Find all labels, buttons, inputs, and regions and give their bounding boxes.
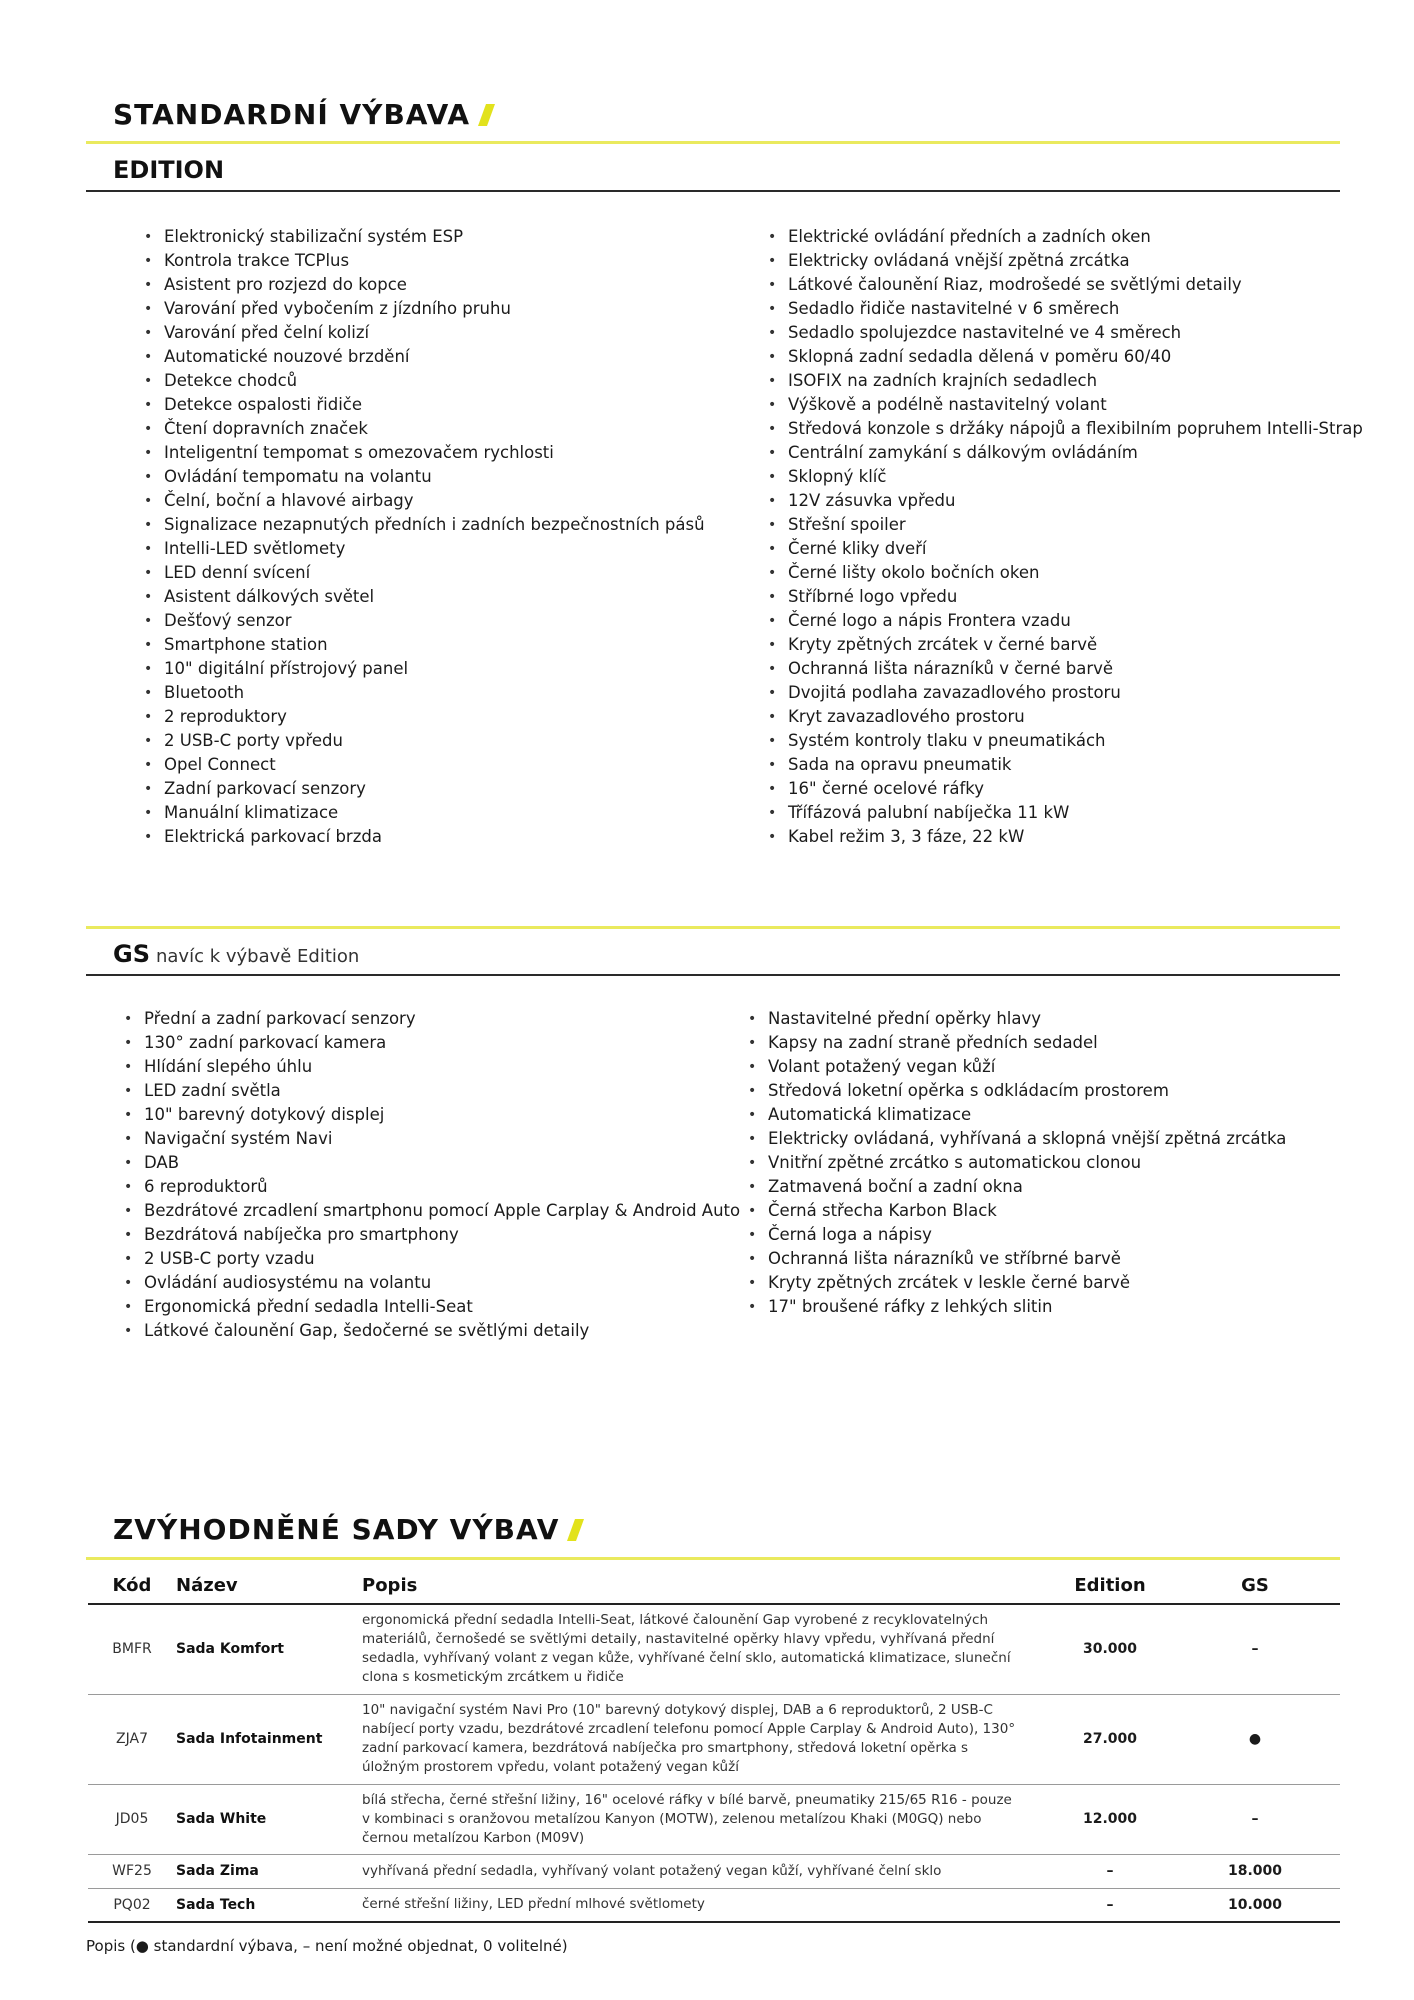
packs-table (88, 1567, 1340, 1923)
list-item: • Zatmavená boční a zadní okna (748, 1175, 1286, 1199)
list-item: • 10" barevný dotykový displej (124, 1103, 740, 1127)
title-slash-accent (478, 104, 495, 126)
list-item: • Výškově a podélně nastavitelný volant (768, 393, 1363, 417)
list-item: • Sedadlo řidiče nastavitelné v 6 směrech (768, 297, 1363, 321)
list-item: • Ergonomická přední sedadla Intelli-Seat (124, 1295, 740, 1319)
header-name: Název (176, 1567, 362, 1604)
table-row (88, 1784, 1340, 1854)
edition-features-left (144, 225, 705, 849)
list-item: • 12V zásuvka vpředu (768, 489, 1363, 513)
list-item: • Černé lišty okolo bočních oken (768, 561, 1363, 585)
list-item: • Stříbrné logo vpředu (768, 585, 1363, 609)
list-item: • Inteligentní tempomat s omezovačem rychlosti (144, 441, 705, 465)
list-item: • Čelní, boční a hlavové airbagy (144, 489, 705, 513)
pack-price-gs: ● (1170, 1694, 1340, 1784)
pack-name: Sada Infotainment (176, 1694, 362, 1784)
list-item: • Středová loketní opěrka s odkládacím prostorem (748, 1079, 1286, 1103)
list-item: • Elektricky ovládaná vnější zpětná zrcátka (768, 249, 1363, 273)
list-item: • Detekce chodců (144, 369, 705, 393)
pack-name: Sada Tech (176, 1888, 362, 1922)
pack-name: Sada Zima (176, 1854, 362, 1888)
gs-divider (86, 974, 1340, 976)
list-item: • Navigační systém Navi (124, 1127, 740, 1151)
edition-features-right (768, 225, 1363, 849)
list-item: • Vnitřní zpětné zrcátko s automatickou clonou (748, 1151, 1286, 1175)
list-item: • Sklopný klíč (768, 465, 1363, 489)
list-item: • Černé kliky dveří (768, 537, 1363, 561)
list-item: • 2 USB-C porty vpředu (144, 729, 705, 753)
list-item: • Varování před čelní kolizí (144, 321, 705, 345)
table-row (88, 1854, 1340, 1888)
edition-title: EDITION (113, 156, 225, 184)
list-item: • 2 USB-C porty vzadu (124, 1247, 740, 1271)
yellow-divider-gs (86, 926, 1340, 929)
list-item: • Ovládání tempomatu na volantu (144, 465, 705, 489)
gs-features-left (124, 1007, 740, 1343)
list-item: • Černé logo a nápis Frontera vzadu (768, 609, 1363, 633)
list-item: • 10" digitální přístrojový panel (144, 657, 705, 681)
list-item: • Dvojitá podlaha zavazadlového prostoru (768, 681, 1363, 705)
pack-code: BMFR (88, 1604, 176, 1694)
list-item: • Třífázová palubní nabíječka 11 kW (768, 801, 1363, 825)
list-item: • Zadní parkovací senzory (144, 777, 705, 801)
pack-code: JD05 (88, 1784, 176, 1854)
pack-price-edition: 30.000 (1050, 1604, 1170, 1694)
list-item: • LED zadní světla (124, 1079, 740, 1103)
list-item: • Nastavitelné přední opěrky hlavy (748, 1007, 1286, 1031)
header-edition: Edition (1050, 1567, 1170, 1604)
pack-desc: černé střešní ližiny, LED přední mlhové světlomety (362, 1888, 1050, 1922)
table-row (88, 1604, 1340, 1694)
packs-section-title: ZVÝHODNĚNÉ SADY VÝBAV (113, 1513, 580, 1546)
pack-price-edition: – (1050, 1888, 1170, 1922)
pack-desc: 10" navigační systém Navi Pro (10" barevný dotykový displej, DAB a 6 reproduktorů, 2 USB-C nabíjecí porty vzadu, bezdrátové zrcadlení telefonu pomocí Apple Carplay & Android Auto), 130° zadní parkovací kamera, bezdrátová nabíječka pro smartphony, středová loketní opěrka s úložným prostorem vpředu, volant potažený vegan kůží (362, 1694, 1050, 1784)
list-item: • Asistent dálkových světel (144, 585, 705, 609)
yellow-divider-packs (86, 1557, 1340, 1560)
list-item: • ISOFIX na zadních krajních sedadlech (768, 369, 1363, 393)
standard-section-title: STANDARDNÍ VÝBAVA (113, 98, 491, 131)
pack-price-gs: – (1170, 1784, 1340, 1854)
list-item: • LED denní svícení (144, 561, 705, 585)
list-item: • 6 reproduktorů (124, 1175, 740, 1199)
list-item: • Automatická klimatizace (748, 1103, 1286, 1127)
list-item: • Volant potažený vegan kůží (748, 1055, 1286, 1079)
packs-footnote: Popis (● standardní výbava, – není možné objednat, 0 volitelné) (86, 1937, 568, 1955)
edition-divider (86, 190, 1340, 192)
pack-desc: bílá střecha, černé střešní ližiny, 16" ocelové ráfky v bílé barvě, pneumatiky 215/65 R16 - pouze v kombinaci s oranžovou metalízou Kanyon (MOTW), zelenou metalízou Khaki (M0GQ) nebo černou metalízou Karbon (M09V) (362, 1784, 1050, 1854)
gs-title: GS navíc k výbavě Edition (113, 940, 360, 968)
list-item: • Varování před vybočením z jízdního pruhu (144, 297, 705, 321)
list-item: • Automatické nouzové brzdění (144, 345, 705, 369)
list-item: • Látkové čalounění Riaz, modrošedé se světlými detaily (768, 273, 1363, 297)
list-item: • Centrální zamykání s dálkovým ovládáním (768, 441, 1363, 465)
list-item: • Bezdrátová nabíječka pro smartphony (124, 1223, 740, 1247)
list-item: • Čtení dopravních značek (144, 417, 705, 441)
list-item: • Bluetooth (144, 681, 705, 705)
list-item: • Středová konzole s držáky nápojů a flexibilním popruhem Intelli-Strap (768, 417, 1363, 441)
table-row (88, 1694, 1340, 1784)
list-item: • Ochranná lišta nárazníků v černé barvě (768, 657, 1363, 681)
list-item: • Kryty zpětných zrcátek v leskle černé barvě (748, 1271, 1286, 1295)
header-desc: Popis (362, 1567, 1050, 1604)
pack-code: ZJA7 (88, 1694, 176, 1784)
gs-note: navíc k výbavě Edition (155, 946, 360, 967)
list-item: • DAB (124, 1151, 740, 1175)
list-item: • Černá loga a nápisy (748, 1223, 1286, 1247)
list-item: • Bezdrátové zrcadlení smartphonu pomocí Apple Carplay & Android Auto (124, 1199, 740, 1223)
pack-desc: ergonomická přední sedadla Intelli-Seat, látkové čalounění Gap vyrobené z recyklovatelných materiálů, černošedé se světlými detaily, nastavitelné opěrky hlavy vpředu, vyhřívaná přední sedadla, vyhřívaný volant z vegan kůže, vyhřívané čelní sklo, automatická klimatizace, sluneční clona s kosmetickým zrcátkem u řidiče (362, 1604, 1050, 1694)
list-item: • Elektricky ovládaná, vyhřívaná a sklopná vnější zpětná zrcátka (748, 1127, 1286, 1151)
list-item: • Elektronický stabilizační systém ESP (144, 225, 705, 249)
pack-code: WF25 (88, 1854, 176, 1888)
list-item: • Elektrická parkovací brzda (144, 825, 705, 849)
list-item: • Dešťový senzor (144, 609, 705, 633)
list-item: • Ovládání audiosystému na volantu (124, 1271, 740, 1295)
pack-desc: vyhřívaná přední sedadla, vyhřívaný volant potažený vegan kůží, vyhřívané čelní sklo (362, 1854, 1050, 1888)
list-item: • 2 reproduktory (144, 705, 705, 729)
pack-price-gs: – (1170, 1604, 1340, 1694)
gs-features-right (748, 1007, 1286, 1319)
list-item: • Systém kontroly tlaku v pneumatikách (768, 729, 1363, 753)
list-item: • Intelli-LED světlomety (144, 537, 705, 561)
list-item: • Hlídání slepého úhlu (124, 1055, 740, 1079)
list-item: • Sedadlo spolujezdce nastavitelné ve 4 směrech (768, 321, 1363, 345)
title-slash-accent (567, 1519, 584, 1541)
pack-name: Sada White (176, 1784, 362, 1854)
pack-price-edition: 27.000 (1050, 1694, 1170, 1784)
pack-price-edition: – (1050, 1854, 1170, 1888)
list-item: • 17" broušené ráfky z lehkých slitin (748, 1295, 1286, 1319)
list-item: • Smartphone station (144, 633, 705, 657)
list-item: • 130° zadní parkovací kamera (124, 1031, 740, 1055)
list-item: • Kryt zavazadlového prostoru (768, 705, 1363, 729)
pack-code: PQ02 (88, 1888, 176, 1922)
packs-table-header (88, 1567, 1340, 1604)
list-item: • Asistent pro rozjezd do kopce (144, 273, 705, 297)
list-item: • Detekce ospalosti řidiče (144, 393, 705, 417)
list-item: • Černá střecha Karbon Black (748, 1199, 1286, 1223)
header-code: Kód (88, 1567, 176, 1604)
list-item: • Ochranná lišta nárazníků ve stříbrné barvě (748, 1247, 1286, 1271)
yellow-divider (86, 141, 1340, 144)
pack-price-gs: 18.000 (1170, 1854, 1340, 1888)
list-item: • Elektrické ovládání předních a zadních oken (768, 225, 1363, 249)
list-item: • Přední a zadní parkovací senzory (124, 1007, 740, 1031)
pack-price-edition: 12.000 (1050, 1784, 1170, 1854)
list-item: • Kabel režim 3, 3 fáze, 22 kW (768, 825, 1363, 849)
list-item: • Kontrola trakce TCPlus (144, 249, 705, 273)
list-item: • Signalizace nezapnutých předních i zadních bezpečnostních pásů (144, 513, 705, 537)
list-item: • Sada na opravu pneumatik (768, 753, 1363, 777)
pack-name: Sada Komfort (176, 1604, 362, 1694)
list-item: • Kapsy na zadní straně předních sedadel (748, 1031, 1286, 1055)
pack-price-gs: 10.000 (1170, 1888, 1340, 1922)
list-item: • 16" černé ocelové ráfky (768, 777, 1363, 801)
list-item: • Opel Connect (144, 753, 705, 777)
list-item: • Látkové čalounění Gap, šedočerné se světlými detaily (124, 1319, 740, 1343)
list-item: • Manuální klimatizace (144, 801, 705, 825)
list-item: • Sklopná zadní sedadla dělená v poměru 60/40 (768, 345, 1363, 369)
table-row (88, 1888, 1340, 1922)
header-gs: GS (1170, 1567, 1340, 1604)
list-item: • Kryty zpětných zrcátek v černé barvě (768, 633, 1363, 657)
list-item: • Střešní spoiler (768, 513, 1363, 537)
